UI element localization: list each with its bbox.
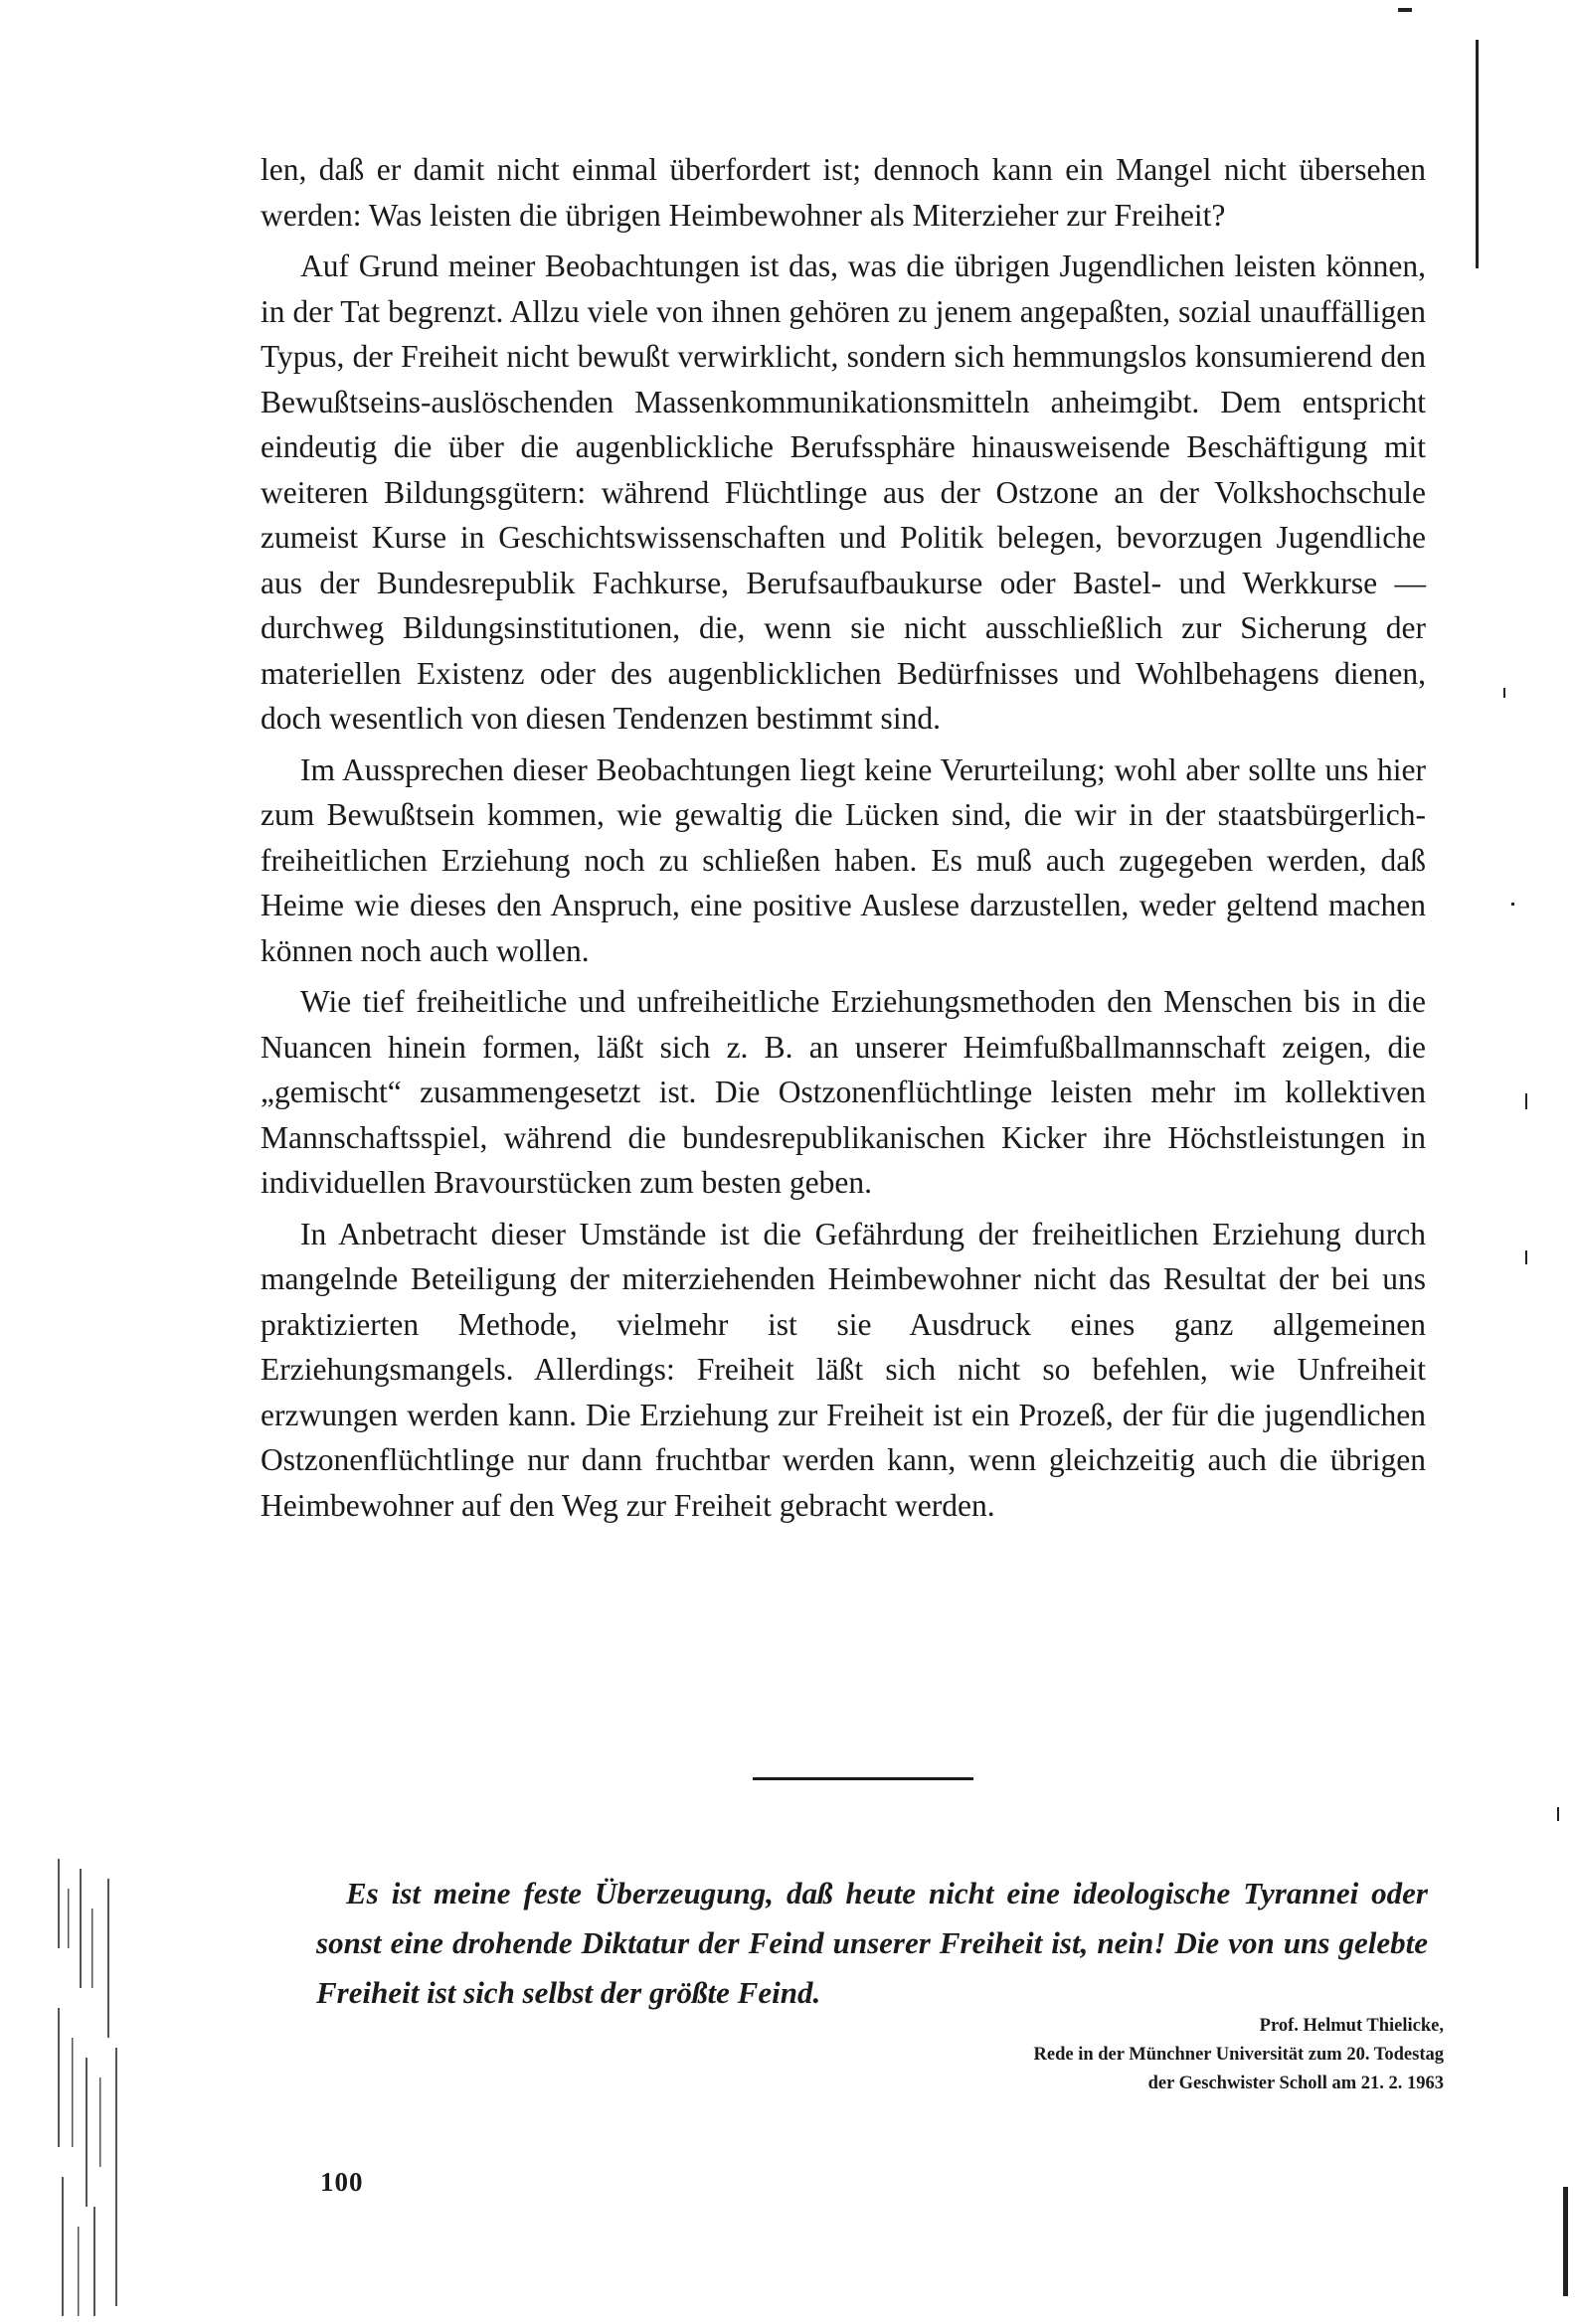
attribution-author: Prof. Helmut Thielicke, [1259, 2016, 1444, 2036]
section-divider [753, 1777, 973, 1780]
paragraph-4: Wie tief freiheitliche und unfreiheitliche Erziehungsmethoden den Menschen bis in die Nuancen hinein formen, läßt sich z. B. an unserer Heimfußballmannschaft zeigen, die „gemischt“ zusammengesetzt ist. Die Ostzonenflüchtlinge leisten mehr im kollektiven Mannschaftsspiel, während die bundesrepublikanischen Kicker ihre Höchstleistungen in individuellen Bravourstücken zum besten geben. [261, 984, 1426, 1200]
scan-speck-right-5 [1557, 1807, 1559, 1821]
scan-edge-line-bottom-right [1563, 2187, 1568, 2296]
scan-noise-left-margin [50, 1849, 129, 2324]
quote-attribution [887, 2012, 1444, 2098]
attribution-line-2: Rede in der Münchner Universität zum 20. Todestag [1033, 2045, 1444, 2065]
closing-quote: Es ist meine feste Überzeugung, daß heute nicht eine ideologische Tyrannei oder sonst eine drohende Diktatur der Feind unserer Freiheit ist, nein! Die von uns gelebte Freiheit ist sich selbst der größte Feind. [316, 1876, 1428, 2010]
body-text [261, 147, 1426, 1534]
page-number: 100 [320, 2167, 364, 2197]
paragraph-3: Im Aussprechen dieser Beobachtungen liegt keine Verurteilung; wohl aber sollte uns hier zum Bewußtsein kommen, wie gewaltig die Lücken sind, die wir in der staatsbürgerlich-freiheitlichen Erziehung noch zu schließen haben. Es muß auch zugegeben werden, daß Heime wie dieses den Anspruch, eine positive Auslese darzustellen, weder geltend machen können noch auch wollen. [261, 751, 1426, 968]
scan-speck-right-4 [1525, 1250, 1527, 1264]
paragraph-5: In Anbetracht dieser Umstände ist die Gefährdung der freiheitlichen Erziehung durch mangelnde Beteiligung der miterziehenden Heimbewohner nicht das Resultat der bei uns praktizierten Methode, vielmehr ist sie Ausdruck eines ganz allgemeinen Erziehungsmangels. Allerdings: Freiheit läßt sich nicht so befehlen, wie Unfreiheit erzwungen werden kann. Die Erziehung zur Freiheit ist ein Prozeß, der für die jugendlichen Ostzonenflüchtlinge nur dann fruchtbar werden kann, wenn gleichzeitig auch die übrigen Heimbewohner auf den Weg zur Freiheit gebracht werden. [261, 1216, 1426, 1523]
paragraph-1: len, daß er damit nicht einmal überfordert ist; dennoch kann ein Mangel nicht übersehen werden: Was leisten die übrigen Heimbewohner als Miterzieher zur Freiheit? [261, 152, 1426, 233]
scan-speck-top-right [1398, 8, 1412, 12]
scan-speck-right-2 [1511, 903, 1514, 906]
scan-speck-right-3 [1525, 1093, 1527, 1109]
attribution-line-3: der Geschwister Scholl am 21. 2. 1963 [1147, 2074, 1444, 2093]
paragraph-2: Auf Grund meiner Beobachtungen ist das, was die übrigen Jugendlichen leisten können, in der Tat begrenzt. Allzu viele von ihnen gehören zu jenem angepaßten, sozial unauffälligen Typus, der Freiheit nicht bewußt verwirklicht, sondern sich hemmungslos konsumierend den Bewußtseins-auslöschenden Massenkommunikationsmitteln anheimgibt. Dem entspricht eindeutig die über die augenblickliche Berufssphäre hinausweisende Beschäftigung mit weiteren Bildungsgütern: während Flüchtlinge aus der Ostzone an der Volkshochschule zumeist Kurse in Geschichtswissenschaften und Politik belegen, bevorzugen Jugendliche aus der Bundesrepublik Fachkurse, Berufsaufbaukurse oder Bastel- und Werkkurse — durchweg Bildungsinstitutionen, die, wenn sie nicht ausschließlich zur Sicherung der materiellen Existenz oder des augenblicklichen Bedürfnisses und Wohlbehagens dienen, doch wesentlich von diesen Tendenzen bestimmt sind. [261, 249, 1426, 736]
scan-edge-line-top-right [1476, 40, 1479, 268]
scan-speck-right-1 [1503, 688, 1505, 698]
